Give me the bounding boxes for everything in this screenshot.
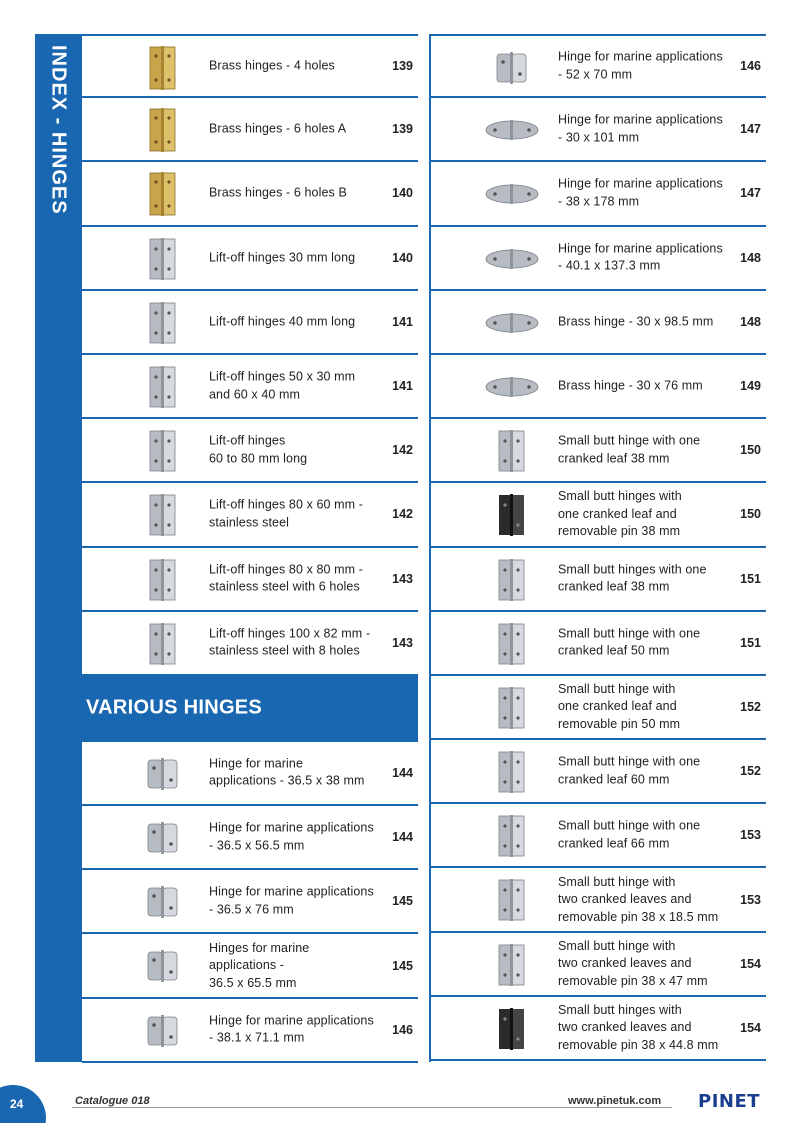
page-reference: 142: [392, 507, 413, 522]
steel-hinge-icon: [132, 427, 194, 475]
item-label: Hinge for marine applications - 36.5 x 76 mm: [209, 884, 374, 917]
black-hinge-icon: [481, 491, 543, 539]
page-reference: 154: [740, 956, 761, 971]
item-label: Small butt hinge with one cranked leaf 38 mm: [558, 433, 701, 466]
index-row[interactable]: [431, 548, 766, 612]
butt-hinge-icon: [481, 812, 543, 860]
index-row[interactable]: [82, 548, 418, 612]
section-title: VARIOUS HINGES: [86, 696, 263, 719]
page-reference: 147: [740, 122, 761, 137]
item-label: Hinge for marine applications - 36.5 x 56.5 mm: [209, 820, 374, 853]
index-row[interactable]: [82, 934, 418, 998]
index-row[interactable]: [431, 804, 766, 868]
page-reference: 139: [392, 59, 413, 74]
page-reference: 150: [740, 443, 761, 458]
page-reference: 153: [740, 828, 761, 843]
index-row[interactable]: [431, 419, 766, 483]
steel-hinge-icon: [132, 235, 194, 283]
section-banner: [82, 676, 418, 742]
item-label: Hinge for marine applications - 38 x 178 mm: [558, 176, 723, 209]
right-column: [429, 34, 766, 1062]
page-reference: 143: [392, 635, 413, 650]
item-label: Hinge for marine applications - 52 x 70 mm: [558, 49, 723, 82]
oval-hinge-icon: [481, 106, 543, 154]
index-row[interactable]: [431, 868, 766, 932]
brand-logo: PINET: [698, 1091, 761, 1112]
sidebar-title: INDEX - HINGES: [47, 45, 70, 215]
item-label: Small butt hinge with two cranked leaves and removable pin 38 x 18.5 mm: [558, 874, 719, 924]
page-reference: 154: [740, 1020, 761, 1035]
page-reference: 147: [740, 186, 761, 201]
page-reference: 141: [392, 314, 413, 329]
oval-hinge-icon: [481, 235, 543, 283]
page-reference: 144: [392, 830, 413, 845]
index-row[interactable]: [431, 355, 766, 419]
index-row[interactable]: [431, 997, 766, 1061]
page-reference: 146: [392, 1022, 413, 1037]
item-label: Lift-off hinges 100 x 82 mm - stainless steel with 8 holes: [209, 626, 371, 658]
item-label: Hinge for marine applications - 40.1 x 137.3 mm: [558, 241, 723, 273]
butt-hinge-icon: [481, 876, 543, 924]
index-row[interactable]: [431, 162, 766, 226]
page-reference: 141: [392, 379, 413, 394]
page-reference: 143: [392, 571, 413, 586]
index-row[interactable]: [82, 34, 418, 98]
index-row[interactable]: [431, 34, 766, 98]
page-number: 24: [10, 1097, 24, 1111]
item-label: Small butt hinge with one cranked leaf 66 mm: [558, 818, 701, 851]
brass-hinge-icon: [132, 170, 194, 218]
page-reference: 152: [740, 699, 761, 714]
item-label: Lift-off hinges 40 mm long: [209, 314, 356, 329]
index-row[interactable]: [82, 355, 418, 419]
black-hinge-icon: [481, 1005, 543, 1053]
page-reference: 145: [392, 894, 413, 909]
page-reference: 139: [392, 122, 413, 137]
item-label: Small butt hinge with one cranked leaf and removable pin 50 mm: [558, 681, 681, 731]
index-row[interactable]: [431, 740, 766, 804]
index-row[interactable]: [82, 227, 418, 291]
index-row[interactable]: [431, 483, 766, 547]
steel-hinge-icon: [132, 363, 194, 411]
index-row[interactable]: [431, 291, 766, 355]
item-label: Small butt hinge with two cranked leaves and removable pin 38 x 47 mm: [558, 938, 708, 988]
item-label: Lift-off hinges 60 to 80 mm long: [209, 433, 308, 466]
item-label: Brass hinges - 6 holes B: [209, 185, 347, 200]
index-row[interactable]: [431, 933, 766, 997]
item-label: Brass hinge - 30 x 76 mm: [558, 378, 703, 393]
index-row[interactable]: [82, 742, 418, 806]
page-reference: 148: [740, 250, 761, 265]
butt-hinge-icon: [481, 748, 543, 796]
marine-hinge-icon: [481, 44, 543, 92]
page-reference: 150: [740, 507, 761, 522]
index-row[interactable]: [431, 98, 766, 162]
page-reference: 148: [740, 314, 761, 329]
page-reference: 144: [392, 765, 413, 780]
marine-hinge-icon: [132, 814, 194, 862]
item-label: Small butt hinge with one cranked leaf 50 mm: [558, 626, 701, 658]
steel-hinge-icon: [132, 620, 194, 668]
page-reference: 153: [740, 892, 761, 907]
oval-hinge-icon: [481, 170, 543, 218]
brass-hinge-icon: [132, 44, 194, 92]
page-reference: 151: [740, 571, 761, 586]
page-reference: 146: [740, 59, 761, 74]
page-reference: 145: [392, 958, 413, 973]
item-label: Hinge for marine applications - 30 x 101 mm: [558, 112, 723, 145]
footer-divider: [72, 1107, 672, 1108]
index-row[interactable]: [82, 612, 418, 676]
index-row[interactable]: [82, 419, 418, 483]
item-label: Small butt hinges with one cranked leaf 38 mm: [558, 562, 707, 594]
item-label: Hinge for marine applications - 38.1 x 71.1 mm: [209, 1013, 374, 1045]
oval-hinge-icon: [481, 363, 543, 411]
marine-hinge-icon: [132, 878, 194, 926]
steel-hinge-icon: [132, 299, 194, 347]
item-label: Brass hinges - 6 holes A: [209, 121, 347, 136]
item-label: Lift-off hinges 80 x 60 mm - stainless steel: [209, 497, 364, 530]
marine-hinge-icon: [132, 1007, 194, 1055]
steel-hinge-icon: [132, 491, 194, 539]
item-label: Small butt hinges with one cranked leaf and removable pin 38 mm: [558, 489, 682, 539]
oval-hinge-icon: [481, 299, 543, 347]
index-row[interactable]: [82, 162, 418, 226]
page-reference: 140: [392, 250, 413, 265]
brass-hinge-icon: [132, 106, 194, 154]
page-reference: 142: [392, 443, 413, 458]
index-row[interactable]: [431, 227, 766, 291]
index-row[interactable]: [82, 999, 418, 1063]
item-label: Lift-off hinges 80 x 80 mm - stainless steel with 6 holes: [209, 562, 364, 594]
index-row[interactable]: [431, 676, 766, 740]
item-label: Brass hinge - 30 x 98.5 mm: [558, 314, 714, 329]
butt-hinge-icon: [481, 941, 543, 989]
butt-hinge-icon: [481, 620, 543, 668]
marine-hinge-icon: [132, 750, 194, 798]
steel-hinge-icon: [132, 556, 194, 604]
marine-hinge-icon: [132, 942, 194, 990]
item-label: Lift-off hinges 30 mm long: [209, 249, 356, 264]
index-row[interactable]: [431, 612, 766, 676]
index-row[interactable]: [82, 870, 418, 934]
item-label: Hinge for marine applications - 36.5 x 38 mm: [209, 756, 365, 788]
item-label: Brass hinges - 4 holes: [209, 58, 335, 73]
butt-hinge-icon: [481, 427, 543, 475]
item-label: Small butt hinge with one cranked leaf 60 mm: [558, 754, 701, 787]
page-reference: 140: [392, 186, 413, 201]
website-link[interactable]: www.pinetuk.com: [568, 1095, 662, 1107]
butt-hinge-icon: [481, 556, 543, 604]
page-reference: 149: [740, 379, 761, 394]
item-label: Lift-off hinges 50 x 30 mm and 60 x 40 mm: [209, 369, 356, 402]
butt-hinge-icon: [481, 684, 543, 732]
page-reference: 151: [740, 635, 761, 650]
page-reference: 152: [740, 764, 761, 779]
index-row[interactable]: [82, 806, 418, 870]
item-label: Small butt hinges with two cranked leaves and removable pin 38 x 44.8 mm: [558, 1002, 719, 1052]
catalogue-label: Catalogue 018: [75, 1095, 150, 1107]
index-row[interactable]: [82, 98, 418, 162]
index-row[interactable]: [82, 291, 418, 355]
index-row[interactable]: [82, 483, 418, 547]
left-column: [82, 34, 418, 1063]
item-label: Hinges for marine applications - 36.5 x 65.5 mm: [209, 940, 310, 990]
